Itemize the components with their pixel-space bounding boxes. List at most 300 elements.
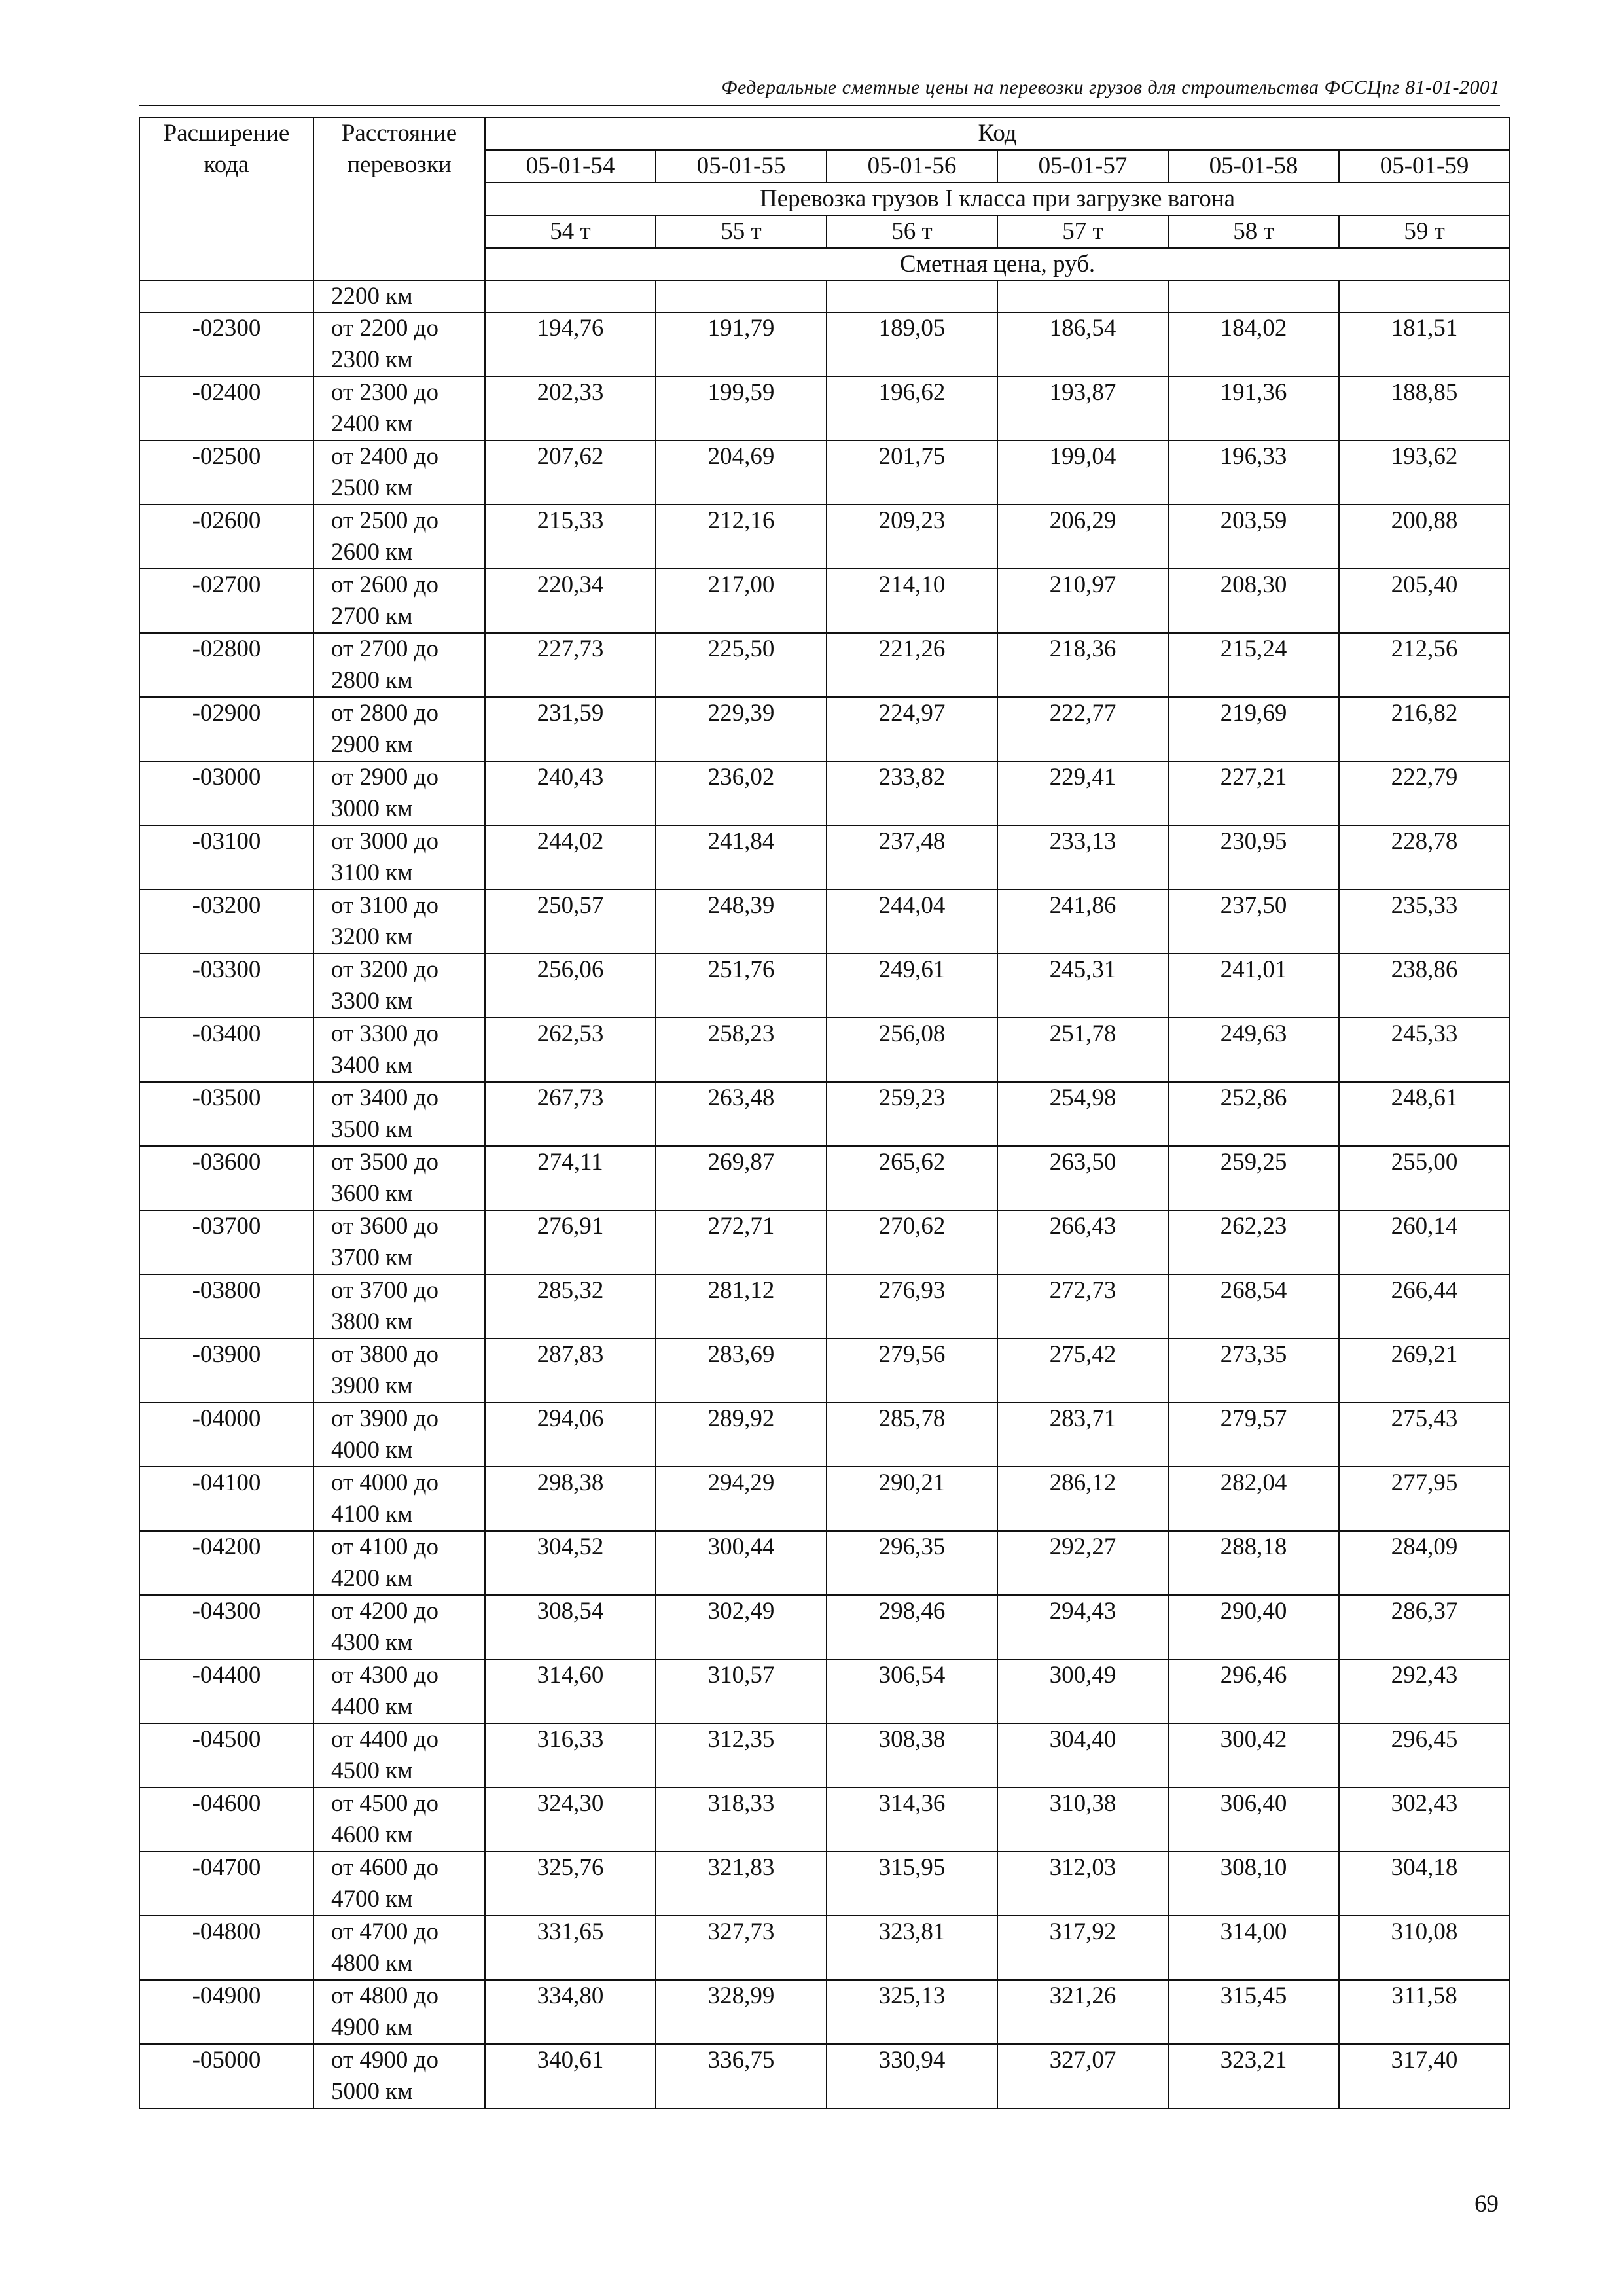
table-row-continued <box>139 281 1510 312</box>
code-cell: -02300 <box>139 312 313 376</box>
price-cell: 285,32 <box>485 1274 656 1338</box>
price-cell: 212,56 <box>1339 633 1510 697</box>
distance-line-1: от 3200 до <box>331 956 439 983</box>
price-cell: 298,38 <box>485 1467 656 1531</box>
price-cell: 260,14 <box>1339 1210 1510 1274</box>
price-cell: 312,03 <box>997 1852 1168 1916</box>
price-cell: 306,40 <box>1168 1787 1339 1852</box>
distance-line-1: от 2800 до <box>331 700 439 726</box>
price-cell: 317,92 <box>997 1916 1168 1980</box>
distance-line-2: 2300 км <box>331 346 413 373</box>
price-cell: 202,33 <box>485 376 656 440</box>
price-cell: 298,46 <box>827 1595 997 1659</box>
price-cell: 286,37 <box>1339 1595 1510 1659</box>
price-cell: 238,86 <box>1339 954 1510 1018</box>
price-cell: 268,54 <box>1168 1274 1339 1338</box>
price-cell: 193,62 <box>1339 440 1510 505</box>
distance-cell <box>313 1723 485 1787</box>
price-cell: 250,57 <box>485 889 656 954</box>
distance-cell <box>313 312 485 376</box>
table-row <box>139 1723 1510 1787</box>
price-cell: 259,23 <box>827 1082 997 1146</box>
price-cell: 325,13 <box>827 1980 997 2044</box>
table-row <box>139 1146 1510 1210</box>
price-cell: 316,33 <box>485 1723 656 1787</box>
distance-cell <box>313 761 485 825</box>
price-cell: 292,43 <box>1339 1659 1510 1723</box>
distance-cell <box>313 1403 485 1467</box>
price-cell: 277,95 <box>1339 1467 1510 1531</box>
price-cell: 265,62 <box>827 1146 997 1210</box>
table-row <box>139 1531 1510 1595</box>
distance-line-1: от 2200 до <box>331 315 439 342</box>
distance-cell <box>313 1916 485 1980</box>
price-cell: 306,54 <box>827 1659 997 1723</box>
distance-line-1: от 3000 до <box>331 828 439 855</box>
price-cell: 327,07 <box>997 2044 1168 2108</box>
distance-line-2: 5000 км <box>331 2078 413 2105</box>
header-rule <box>139 105 1500 106</box>
distance-line-1: от 3800 до <box>331 1341 439 1368</box>
price-cell: 284,09 <box>1339 1531 1510 1595</box>
price-cell: 334,80 <box>485 1980 656 2044</box>
price-cell: 222,77 <box>997 697 1168 761</box>
code-cell: -03000 <box>139 761 313 825</box>
price-cell: 327,73 <box>656 1916 827 1980</box>
price-cell: 283,69 <box>656 1338 827 1403</box>
price-cell: 245,31 <box>997 954 1168 1018</box>
header-price-caption: Сметная цена, руб. <box>485 248 1510 281</box>
distance-line-2: 3000 км <box>331 795 413 822</box>
table-row <box>139 1274 1510 1338</box>
distance-line-2: 2700 км <box>331 603 413 630</box>
distance-line-2: 2900 км <box>331 731 413 758</box>
distance-line-1: от 4800 до <box>331 1982 439 2009</box>
header-code-cell: 05-01-57 <box>997 150 1168 183</box>
price-cell: 231,59 <box>485 697 656 761</box>
table-row <box>139 1916 1510 1980</box>
price-cell: 240,43 <box>485 761 656 825</box>
distance-cell <box>313 569 485 633</box>
price-cell: 215,24 <box>1168 633 1339 697</box>
price-cell: 255,00 <box>1339 1146 1510 1210</box>
price-cell: 286,12 <box>997 1467 1168 1531</box>
distance-line-2: 3500 км <box>331 1116 413 1143</box>
price-cell: 258,23 <box>656 1018 827 1082</box>
price-cell: 217,00 <box>656 569 827 633</box>
price-cell: 205,40 <box>1339 569 1510 633</box>
distance-cell <box>313 1146 485 1210</box>
price-cell: 222,79 <box>1339 761 1510 825</box>
price-cell: 283,71 <box>997 1403 1168 1467</box>
distance-line-1: от 4500 до <box>331 1790 439 1817</box>
price-cell: 269,87 <box>656 1146 827 1210</box>
price-cell: 196,62 <box>827 376 997 440</box>
table-row <box>139 1659 1510 1723</box>
price-cell: 206,29 <box>997 505 1168 569</box>
distance-cell <box>313 1338 485 1403</box>
price-cell <box>997 281 1168 312</box>
distance-line-1: от 3900 до <box>331 1405 439 1432</box>
distance-line-1: от 2600 до <box>331 571 439 598</box>
table-row <box>139 1980 1510 2044</box>
table-row <box>139 2044 1510 2108</box>
distance-line-1: от 4700 до <box>331 1918 439 1945</box>
code-cell: -04000 <box>139 1403 313 1467</box>
price-cell: 248,61 <box>1339 1082 1510 1146</box>
price-cell: 328,99 <box>656 1980 827 2044</box>
price-cell: 254,98 <box>997 1082 1168 1146</box>
price-cell: 214,10 <box>827 569 997 633</box>
price-cell: 203,59 <box>1168 505 1339 569</box>
distance-cell <box>313 2044 485 2108</box>
price-cell: 290,40 <box>1168 1595 1339 1659</box>
price-cell: 289,92 <box>656 1403 827 1467</box>
price-cell: 262,23 <box>1168 1210 1339 1274</box>
table-row <box>139 825 1510 889</box>
price-cell: 272,71 <box>656 1210 827 1274</box>
table-row <box>139 1787 1510 1852</box>
distance-line-2: 4400 км <box>331 1693 413 1720</box>
price-cell: 325,76 <box>485 1852 656 1916</box>
price-cell: 215,33 <box>485 505 656 569</box>
code-cell: -02600 <box>139 505 313 569</box>
price-cell: 279,56 <box>827 1338 997 1403</box>
price-cell: 269,21 <box>1339 1338 1510 1403</box>
price-cell: 241,86 <box>997 889 1168 954</box>
price-cell: 302,49 <box>656 1595 827 1659</box>
distance-line-1: от 4600 до <box>331 1854 439 1881</box>
header-load-cell: 55 т <box>656 215 827 248</box>
price-cell: 252,86 <box>1168 1082 1339 1146</box>
header-cargo-caption: Перевозка грузов I класса при загрузке вагона <box>485 183 1510 215</box>
price-cell: 189,05 <box>827 312 997 376</box>
distance-cell <box>313 1467 485 1531</box>
distance-cell <box>313 1787 485 1852</box>
price-cell: 300,49 <box>997 1659 1168 1723</box>
price-cell: 244,02 <box>485 825 656 889</box>
distance-line-2: 4600 км <box>331 1821 413 1848</box>
price-cell: 191,36 <box>1168 376 1339 440</box>
distance-line-1: от 4100 до <box>331 1534 439 1560</box>
price-cell: 199,04 <box>997 440 1168 505</box>
distance-line-1: от 3400 до <box>331 1085 439 1111</box>
distance-line-1: от 2900 до <box>331 764 439 791</box>
code-cell: -03400 <box>139 1018 313 1082</box>
price-cell <box>1168 281 1339 312</box>
price-cell: 237,50 <box>1168 889 1339 954</box>
code-cell: -04200 <box>139 1531 313 1595</box>
code-cell: -05000 <box>139 2044 313 2108</box>
distance-line-2: 3400 км <box>331 1052 413 1079</box>
header-load-cell: 59 т <box>1339 215 1510 248</box>
header-code-cell: 05-01-54 <box>485 150 656 183</box>
price-cell: 229,41 <box>997 761 1168 825</box>
price-cell: 228,78 <box>1339 825 1510 889</box>
price-cell: 194,76 <box>485 312 656 376</box>
code-cell: -03100 <box>139 825 313 889</box>
price-cell: 275,43 <box>1339 1403 1510 1467</box>
price-cell: 287,83 <box>485 1338 656 1403</box>
distance-cell <box>313 889 485 954</box>
table-row <box>139 954 1510 1018</box>
distance-line-2: 4000 км <box>331 1437 413 1463</box>
price-cell: 193,87 <box>997 376 1168 440</box>
price-cell: 208,30 <box>1168 569 1339 633</box>
distance-line-2: 3700 км <box>331 1244 413 1271</box>
price-cell: 256,08 <box>827 1018 997 1082</box>
price-cell: 210,97 <box>997 569 1168 633</box>
price-cell: 244,04 <box>827 889 997 954</box>
price-cell: 219,69 <box>1168 697 1339 761</box>
distance-line-1: от 2700 до <box>331 636 439 662</box>
price-cell: 181,51 <box>1339 312 1510 376</box>
code-cell <box>139 281 313 312</box>
code-cell: -03500 <box>139 1082 313 1146</box>
price-cell: 302,43 <box>1339 1787 1510 1852</box>
price-cell: 220,34 <box>485 569 656 633</box>
header-code-cell: 05-01-59 <box>1339 150 1510 183</box>
distance-line-1: от 2300 до <box>331 379 439 406</box>
price-cell: 267,73 <box>485 1082 656 1146</box>
price-cell: 308,38 <box>827 1723 997 1787</box>
table-row <box>139 889 1510 954</box>
price-cell: 310,08 <box>1339 1916 1510 1980</box>
price-cell: 227,21 <box>1168 761 1339 825</box>
table-row <box>139 440 1510 505</box>
price-cell: 224,97 <box>827 697 997 761</box>
price-cell: 300,42 <box>1168 1723 1339 1787</box>
distance-line-2: 4200 км <box>331 1565 413 1592</box>
price-cell: 282,04 <box>1168 1467 1339 1531</box>
distance-line-2: 3100 км <box>331 859 413 886</box>
price-cell: 290,21 <box>827 1467 997 1531</box>
distance-cell <box>313 376 485 440</box>
distance-line-2: 4300 км <box>331 1629 413 1656</box>
header-code-group: Код <box>485 117 1510 150</box>
header-load-cell: 58 т <box>1168 215 1339 248</box>
table-row <box>139 1338 1510 1403</box>
code-cell: -03800 <box>139 1274 313 1338</box>
price-cell: 251,76 <box>656 954 827 1018</box>
distance-line-2: 4700 км <box>331 1886 413 1912</box>
price-cell: 276,91 <box>485 1210 656 1274</box>
price-cell: 248,39 <box>656 889 827 954</box>
price-cell: 304,52 <box>485 1531 656 1595</box>
code-cell: -02500 <box>139 440 313 505</box>
price-cell <box>827 281 997 312</box>
price-cell: 315,45 <box>1168 1980 1339 2044</box>
table-row <box>139 1018 1510 1082</box>
table-row <box>139 1082 1510 1146</box>
distance-cell <box>313 440 485 505</box>
distance-cell <box>313 1210 485 1274</box>
price-cell: 263,50 <box>997 1146 1168 1210</box>
distance-line-2: 4900 км <box>331 2014 413 2041</box>
distance-cell <box>313 1852 485 1916</box>
price-cell: 272,73 <box>997 1274 1168 1338</box>
price-cell: 263,48 <box>656 1082 827 1146</box>
header-ext-code: Расширение кода <box>139 117 313 281</box>
distance-line-2: 2400 км <box>331 410 413 437</box>
code-cell: -04700 <box>139 1852 313 1916</box>
price-cell: 212,16 <box>656 505 827 569</box>
price-cell: 221,26 <box>827 633 997 697</box>
price-cell <box>1339 281 1510 312</box>
price-cell: 259,25 <box>1168 1146 1339 1210</box>
price-cell <box>485 281 656 312</box>
table-row <box>139 1852 1510 1916</box>
price-cell: 321,26 <box>997 1980 1168 2044</box>
price-cell: 336,75 <box>656 2044 827 2108</box>
price-cell: 279,57 <box>1168 1403 1339 1467</box>
distance-cell: 2200 км <box>313 281 485 312</box>
distance-line-1: от 4900 до <box>331 2047 439 2073</box>
distance-line-2: 3900 км <box>331 1372 413 1399</box>
distance-cell <box>313 633 485 697</box>
distance-line-2: 3300 км <box>331 988 413 1014</box>
code-cell: -04100 <box>139 1467 313 1531</box>
price-cell: 294,43 <box>997 1595 1168 1659</box>
table-row <box>139 376 1510 440</box>
price-cell: 204,69 <box>656 440 827 505</box>
price-cell: 241,84 <box>656 825 827 889</box>
price-cell: 318,33 <box>656 1787 827 1852</box>
price-cell: 304,18 <box>1339 1852 1510 1916</box>
price-cell: 296,45 <box>1339 1723 1510 1787</box>
price-cell: 323,21 <box>1168 2044 1339 2108</box>
table-row <box>139 761 1510 825</box>
distance-line-1: от 3100 до <box>331 892 439 919</box>
price-cell: 296,35 <box>827 1531 997 1595</box>
code-cell: -04600 <box>139 1787 313 1852</box>
price-cell: 249,63 <box>1168 1018 1339 1082</box>
price-cell: 230,95 <box>1168 825 1339 889</box>
distance-line-2: 4800 км <box>331 1950 413 1977</box>
header-load-cell: 56 т <box>827 215 997 248</box>
code-cell: -03300 <box>139 954 313 1018</box>
price-cell: 300,44 <box>656 1531 827 1595</box>
code-cell: -03200 <box>139 889 313 954</box>
distance-line-2: 2800 км <box>331 667 413 694</box>
price-cell: 314,60 <box>485 1659 656 1723</box>
code-cell: -03900 <box>139 1338 313 1403</box>
code-cell: -03600 <box>139 1146 313 1210</box>
price-cell: 266,43 <box>997 1210 1168 1274</box>
code-cell: -04500 <box>139 1723 313 1787</box>
header-code-cell: 05-01-56 <box>827 150 997 183</box>
distance-cell <box>313 1659 485 1723</box>
price-cell: 324,30 <box>485 1787 656 1852</box>
code-cell: -04400 <box>139 1659 313 1723</box>
price-cell: 237,48 <box>827 825 997 889</box>
table-row <box>139 633 1510 697</box>
table-row <box>139 697 1510 761</box>
price-cell: 218,36 <box>997 633 1168 697</box>
price-cell: 308,10 <box>1168 1852 1339 1916</box>
header-load-cell: 57 т <box>997 215 1168 248</box>
price-cell: 270,62 <box>827 1210 997 1274</box>
price-cell: 330,94 <box>827 2044 997 2108</box>
price-cell: 207,62 <box>485 440 656 505</box>
price-cell: 312,35 <box>656 1723 827 1787</box>
price-cell: 323,81 <box>827 1916 997 1980</box>
price-cell: 245,33 <box>1339 1018 1510 1082</box>
distance-cell <box>313 1980 485 2044</box>
price-cell: 274,11 <box>485 1146 656 1210</box>
distance-line-1: от 3600 до <box>331 1213 439 1240</box>
price-cell: 241,01 <box>1168 954 1339 1018</box>
price-cell: 233,82 <box>827 761 997 825</box>
price-cell: 308,54 <box>485 1595 656 1659</box>
distance-line-2: 3600 км <box>331 1180 413 1207</box>
code-cell: -04900 <box>139 1980 313 2044</box>
header-code-cell: 05-01-58 <box>1168 150 1339 183</box>
price-cell: 315,95 <box>827 1852 997 1916</box>
distance-cell <box>313 505 485 569</box>
price-cell: 191,79 <box>656 312 827 376</box>
distance-cell <box>313 1082 485 1146</box>
distance-line-1: от 3300 до <box>331 1020 439 1047</box>
distance-cell <box>313 697 485 761</box>
price-cell: 186,54 <box>997 312 1168 376</box>
distance-line-2: 2500 км <box>331 475 413 501</box>
price-cell <box>656 281 827 312</box>
price-cell: 262,53 <box>485 1018 656 1082</box>
price-cell: 317,40 <box>1339 2044 1510 2108</box>
price-cell: 331,65 <box>485 1916 656 1980</box>
price-cell: 275,42 <box>997 1338 1168 1403</box>
price-cell: 304,40 <box>997 1723 1168 1787</box>
price-cell: 288,18 <box>1168 1531 1339 1595</box>
price-cell: 227,73 <box>485 633 656 697</box>
table-row <box>139 1403 1510 1467</box>
distance-cell <box>313 954 485 1018</box>
price-cell: 251,78 <box>997 1018 1168 1082</box>
distance-line-1: от 4000 до <box>331 1469 439 1496</box>
price-cell: 314,00 <box>1168 1916 1339 1980</box>
price-cell: 188,85 <box>1339 376 1510 440</box>
distance-line-1: от 3500 до <box>331 1149 439 1175</box>
header-code-cell: 05-01-55 <box>656 150 827 183</box>
price-cell: 216,82 <box>1339 697 1510 761</box>
price-cell: 310,38 <box>997 1787 1168 1852</box>
price-cell: 201,75 <box>827 440 997 505</box>
table-row <box>139 1595 1510 1659</box>
price-cell: 281,12 <box>656 1274 827 1338</box>
price-cell: 235,33 <box>1339 889 1510 954</box>
code-cell: -02400 <box>139 376 313 440</box>
price-cell: 294,06 <box>485 1403 656 1467</box>
distance-line-1: от 4200 до <box>331 1598 439 1624</box>
price-cell: 276,93 <box>827 1274 997 1338</box>
price-cell: 249,61 <box>827 954 997 1018</box>
distance-cell <box>313 1531 485 1595</box>
table-row <box>139 505 1510 569</box>
header-distance: Расстояние перевозки <box>313 117 485 281</box>
distance-line-1: от 4400 до <box>331 1726 439 1753</box>
distance-cell <box>313 1018 485 1082</box>
price-cell: 340,61 <box>485 2044 656 2108</box>
price-cell: 273,35 <box>1168 1338 1339 1403</box>
distance-line-2: 3200 км <box>331 924 413 950</box>
price-cell: 229,39 <box>656 697 827 761</box>
distance-line-2: 4500 км <box>331 1757 413 1784</box>
code-cell: -03700 <box>139 1210 313 1274</box>
price-cell: 225,50 <box>656 633 827 697</box>
price-table <box>139 117 1510 2109</box>
table-row <box>139 569 1510 633</box>
